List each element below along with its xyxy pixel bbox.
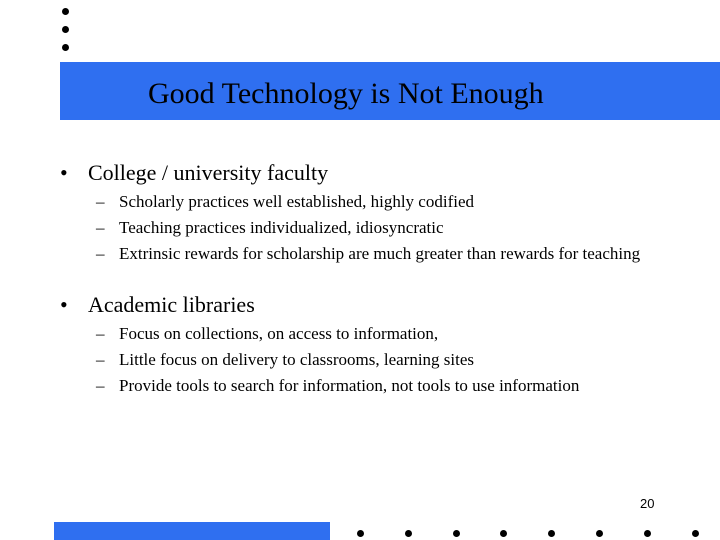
decor-dot bbox=[357, 530, 364, 537]
decor-dot bbox=[644, 530, 651, 537]
dash-glyph: – bbox=[96, 350, 105, 369]
sub-bullet-text: Teaching practices individualized, idiosyncratic bbox=[119, 218, 444, 237]
decor-dot bbox=[62, 44, 69, 51]
decor-dot bbox=[692, 530, 699, 537]
bottom-bar bbox=[54, 522, 330, 540]
bullet-text: College / university faculty bbox=[88, 160, 329, 185]
sub-bullet-item bbox=[96, 375, 586, 397]
decor-dot bbox=[548, 530, 555, 537]
decor-dot bbox=[500, 530, 507, 537]
dash-glyph: – bbox=[96, 192, 105, 211]
bullet-glyph: • bbox=[60, 160, 68, 185]
slide-title: Good Technology is Not Enough bbox=[148, 77, 544, 110]
sub-bullet-text: Provide tools to search for information, not tools to use information bbox=[119, 376, 580, 395]
sub-bullet-item bbox=[96, 191, 696, 213]
decor-dot bbox=[596, 530, 603, 537]
sub-bullet-item bbox=[96, 217, 696, 239]
bullet-glyph: • bbox=[60, 292, 68, 317]
sub-bullet-text: Scholarly practices well established, highly codified bbox=[119, 192, 475, 211]
sub-bullet-item bbox=[96, 323, 696, 345]
decor-dot bbox=[405, 530, 412, 537]
sub-bullet-text: Little focus on delivery to classrooms, learning sites bbox=[119, 350, 475, 369]
dash-glyph: – bbox=[96, 324, 105, 343]
sub-bullet-text: Focus on collections, on access to information, bbox=[119, 324, 439, 343]
dash-glyph: – bbox=[96, 218, 105, 237]
dash-glyph: – bbox=[96, 244, 105, 263]
sub-bullet-item bbox=[96, 349, 696, 371]
sub-bullet-item bbox=[96, 243, 676, 265]
decor-dot bbox=[453, 530, 460, 537]
dash-glyph: – bbox=[96, 376, 105, 395]
decor-dot bbox=[62, 26, 69, 33]
slide-number: 20 bbox=[640, 496, 655, 511]
sub-bullet-text: Extrinsic rewards for scholarship are much greater than rewards for teaching bbox=[119, 244, 641, 263]
bullet-text: Academic libraries bbox=[88, 292, 255, 317]
decor-dot bbox=[62, 8, 69, 15]
